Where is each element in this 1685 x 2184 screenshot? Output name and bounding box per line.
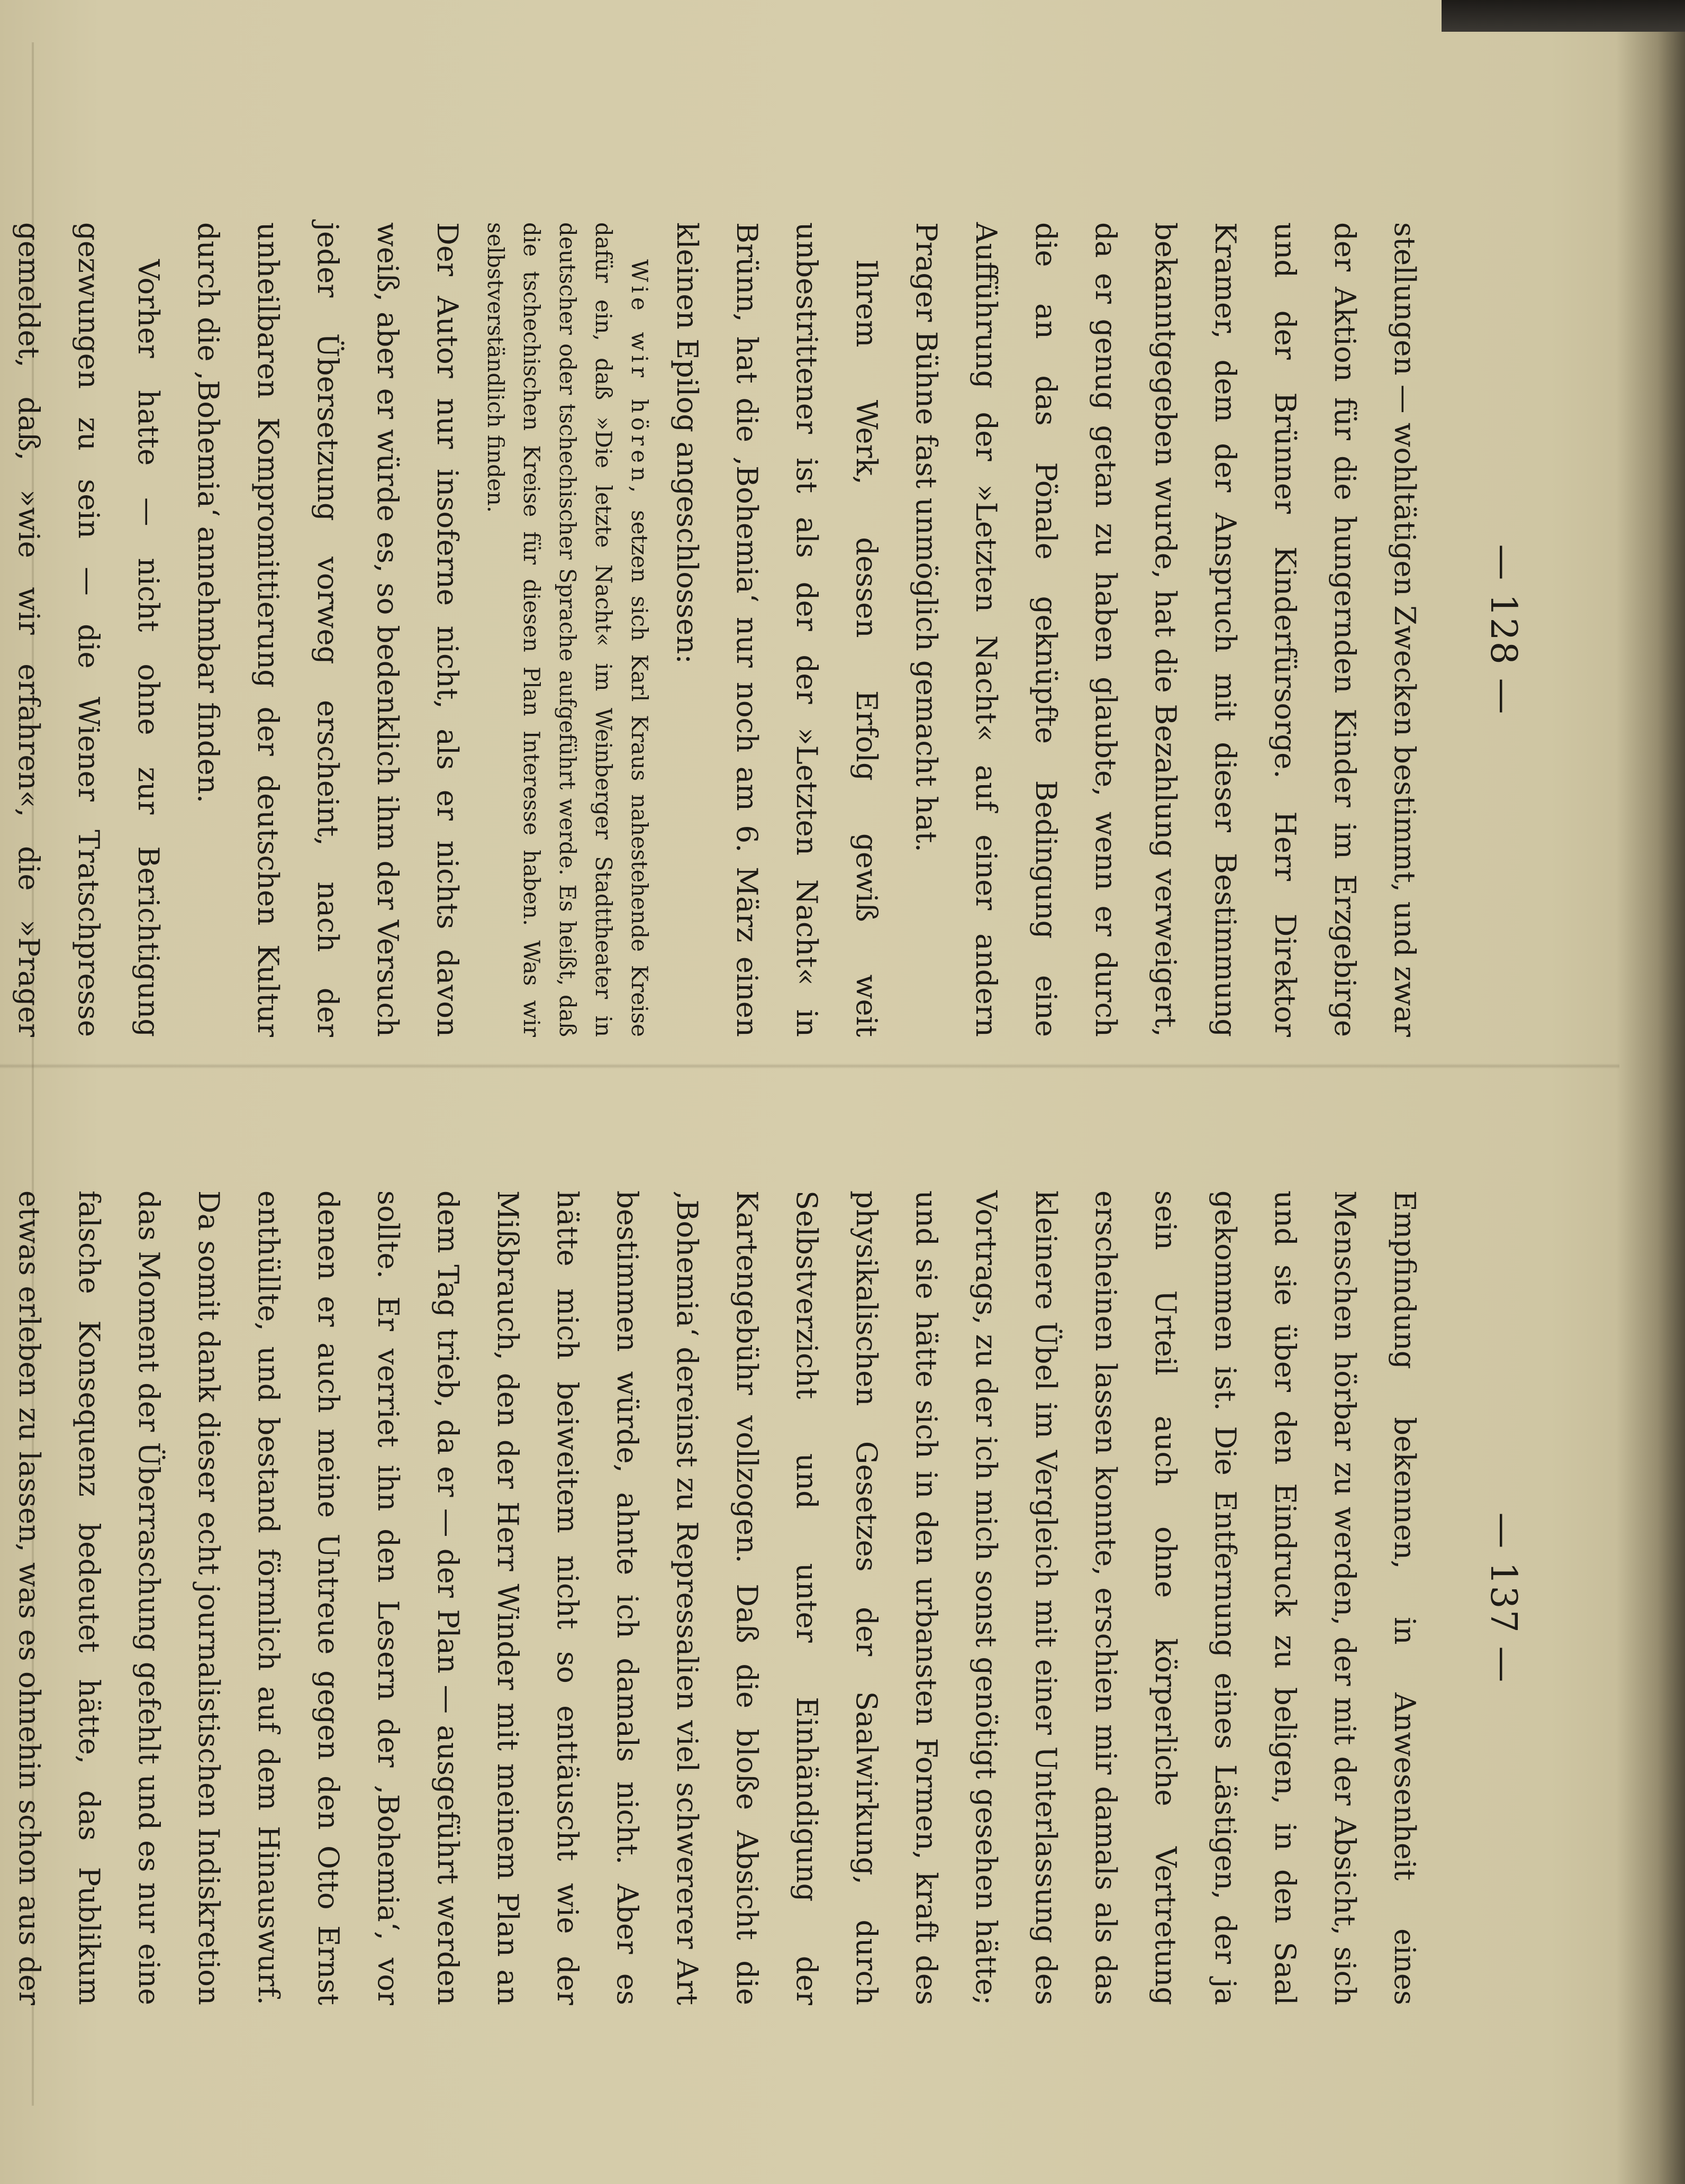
text-column — [0, 222, 1435, 1037]
text-column — [0, 1190, 1435, 2005]
page-number: — 137 — — [1482, 1512, 1524, 1684]
paragraph: Der Autor nur insoferne nicht, als er nichts davon weiß, aber er würde es, so bedenklich ihm der Versuch jeder Übersetzung vorweg erscheint, nach der unheilbaren Kompromittierung der deutschen Kultur durch die ‚Bohemia‘ annehmbar finden. — [192, 222, 465, 1037]
binding-shadow — [1616, 0, 1685, 2184]
paragraph: stellungen — wohltätigen Zwecken bestimmt, und zwar der Aktion für die hungernden Kinder im Erzgebirge und der Brünner Kinderfürsorge. Herr Direktor Kramer, dem der Anspruch mit dieser Bestimmung bekanntgegeben wurde, hat die Bezahlung verweigert, da er genug getan zu haben glaubte, wenn er durch die an das Pönale geknüpfte Bedingung eine Aufführung der »Letzten Nacht« auf einer andern Prager Bühne fast unmöglich gemacht hat. — [910, 222, 1422, 1037]
paragraph: Empfindung bekennen, in Anwesenheit eines Menschen hörbar zu werden, der mit der Absicht, sich und sie über den Eindruck zu beligen, in den Saal gekommen ist. Die Entfernung eines Lästigen, der ja sein Urteil auch ohne körperliche Vertretung erscheinen lassen konnte, erschien mir damals als das kleinere Übel im Vergleich mit einer Unterlassung des Vortrags, zu der ich mich sonst genötigt gesehen hätte; und sie hätte sich in den urbansten Formen, kraft des physikalischen Gesetzes der Saalwirkung, durch Selbstverzicht und unter Einhändigung der Kartengebühr vollzogen. Daß die bloße Absicht die ‚Bohemia‘ dereinst zu Repressalien viel schwererer Art bestimmen würde, ahnte ich damals nicht. Aber es hätte mich beiweitem nicht so enttäuscht wie der Mißbrauch, den der Herr Winder mit meinem Plan an dem Tag trieb, da er — der Plan — ausgeführt werden sollte. Er verriet ihn den Lesern der ‚Bohemia‘, vor denen er auch meine Untreue gegen den Otto Ernst enthüllte, und bestand förmlich auf dem Hinauswurf. Da somit dank dieser echt journalistischen Indiskretion das Moment der Überraschung gefehlt und es nur eine falsche Konsequenz bedeutet hätte, das Publikum etwas erleben zu lassen, was es ohnehin schon aus der — [13, 1190, 1422, 2005]
quote-body: setzen sich Karl Kraus nahestehende Kreise dafür ein, daß »Die letzte Nacht« im Weinberger Stadttheater in deutscher oder tschechischer Sprache aufgeführt werde. Es heißt, daß die tschechischen Kreise für diesen Plan Interesse haben. Was wir selbstverständlich finden. — [483, 222, 653, 1037]
page-fold — [0, 1063, 1619, 1069]
scan-background-corner — [1442, 0, 1685, 32]
left-page-128 — [12, 222, 1524, 1037]
page-number: — 128 — — [1482, 544, 1524, 715]
quoted-notice — [477, 222, 657, 1037]
paragraph: Ihrem Werk, dessen Erfolg gewiß weit unbestrittener ist als der der »Letzten Nacht« in Brünn, hat die ‚Bohemia‘ nur noch am 6. März einen kleinen Epilog angeschlossen: — [671, 222, 884, 1037]
quote-lead: Wie wir hören, — [627, 259, 653, 497]
right-page-137 — [13, 1190, 1524, 2005]
paragraph: Vorher hatte — nicht ohne zur Berichtigung gezwungen zu sein — die Wiener Tratschpresse gemeldet, daß, »wie wir erfahren«, die »Prager — [12, 222, 166, 1037]
